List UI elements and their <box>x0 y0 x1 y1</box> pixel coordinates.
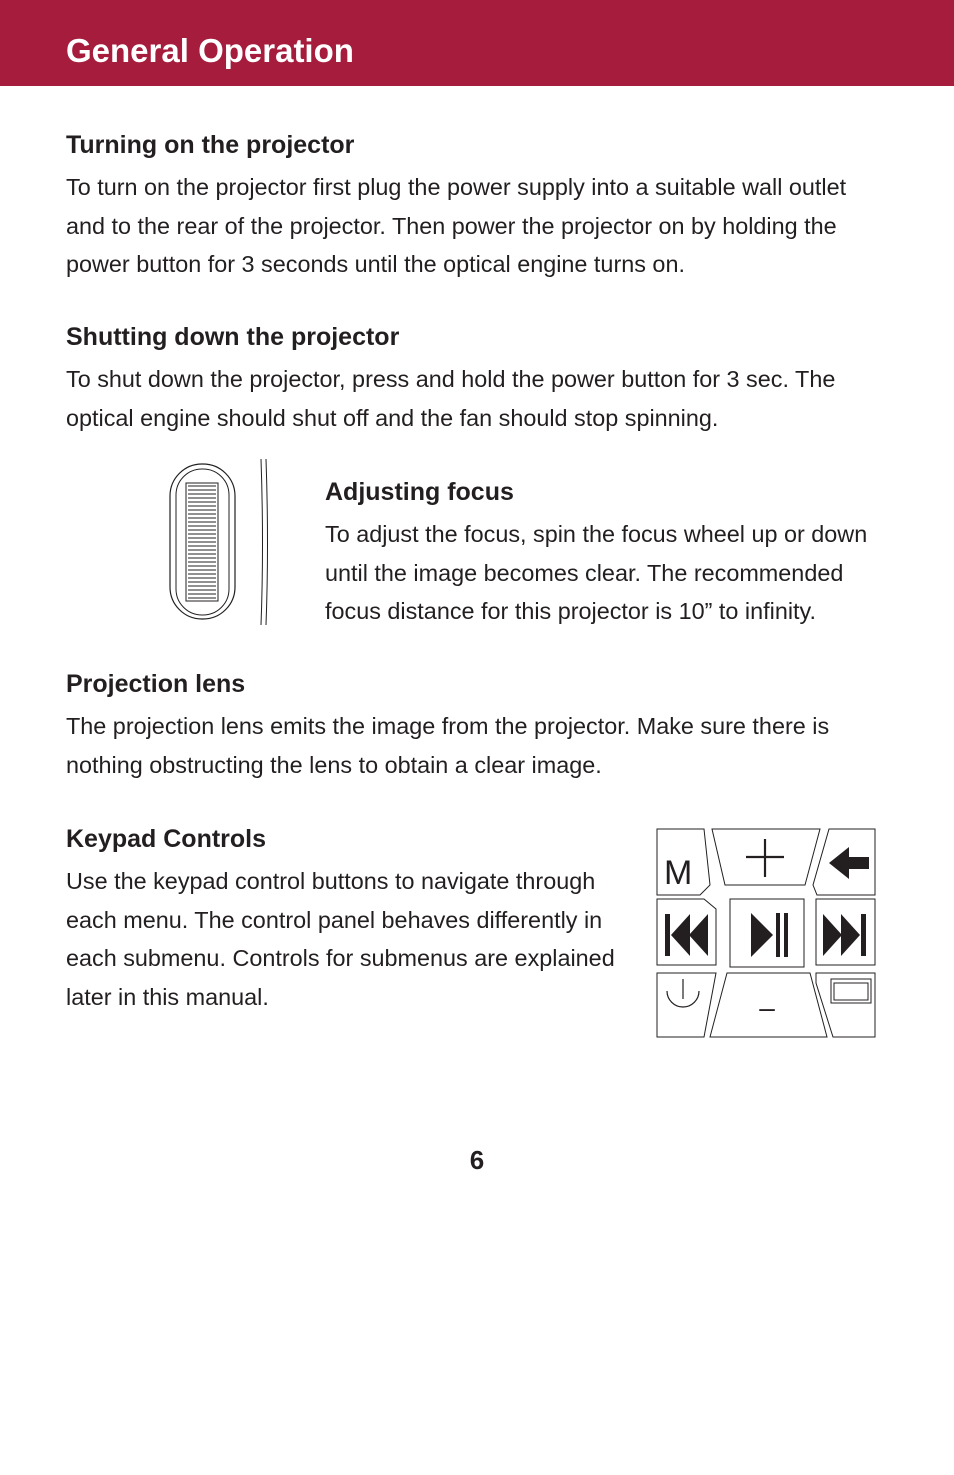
body-line: each menu. The control panel behaves differently in <box>66 906 603 933</box>
section-heading: Turning on the projector <box>66 131 355 159</box>
menu-key <box>657 829 710 895</box>
section-body <box>325 515 905 631</box>
body-line: power button for 3 seconds until the optical engine turns on. <box>66 251 685 278</box>
section-adjusting-focus <box>325 477 905 631</box>
play-pause-icon <box>751 913 788 957</box>
section-body <box>66 168 896 284</box>
section-body <box>66 360 896 437</box>
section-projection-lens <box>66 669 896 784</box>
body-line: and to the rear of the projector. Then power the projector on by holding the <box>66 212 837 239</box>
focus-wheel-illustration <box>165 455 280 630</box>
body-line: each submenu. Controls for submenus are explained <box>66 945 615 972</box>
screen-icon <box>831 979 871 1003</box>
back-arrow-icon <box>829 847 869 879</box>
section-heading: Keypad Controls <box>66 825 267 853</box>
power-key <box>657 973 716 1037</box>
body-line: To shut down the projector, press and hold the power button for 3 sec. The <box>66 366 836 392</box>
menu-key-label: M <box>664 854 693 892</box>
section-heading: Adjusting focus <box>325 478 514 506</box>
body-line: nothing obstructing the lens to obtain a clear image. <box>66 751 602 778</box>
section-turning-on <box>66 130 896 284</box>
focus-wheel-icon <box>186 483 218 601</box>
minus-key-label: – <box>759 992 775 1023</box>
body-line: To turn on the projector first plug the power supply into a suitable wall outlet <box>66 174 847 200</box>
next-key <box>816 899 875 965</box>
section-heading: Shutting down the projector <box>66 323 400 351</box>
play-pause-key <box>730 899 804 967</box>
section-body <box>66 862 646 1016</box>
minus-key <box>710 973 827 1037</box>
body-line: The projection lens emits the image from the projector. Make sure there is <box>66 713 830 739</box>
plus-key <box>712 829 820 885</box>
body-line: later in this manual. <box>66 983 269 1010</box>
section-heading: Projection lens <box>66 670 246 698</box>
previous-key <box>657 899 716 965</box>
next-icon <box>823 914 866 956</box>
keypad-diagram <box>655 827 879 1041</box>
page-number: 6 <box>469 1145 485 1175</box>
body-line: focus distance for this projector is 10” to infinity. <box>325 598 816 625</box>
body-line: Use the keypad control buttons to navigate through <box>66 868 596 894</box>
body-line: optical engine should shut off and the fan should stop spinning. <box>66 404 719 431</box>
body-line: until the image becomes clear. The recommended <box>325 559 844 586</box>
header-bar <box>0 0 954 86</box>
section-keypad-controls <box>66 824 646 1016</box>
back-key <box>813 829 875 895</box>
previous-icon <box>665 914 708 956</box>
power-icon <box>667 979 699 1007</box>
plus-icon <box>746 839 784 877</box>
page-title: General Operation <box>66 32 354 69</box>
section-shutting-down <box>66 322 896 437</box>
body-line: To adjust the focus, spin the focus wheel up or down <box>325 521 868 547</box>
section-body <box>66 707 896 784</box>
